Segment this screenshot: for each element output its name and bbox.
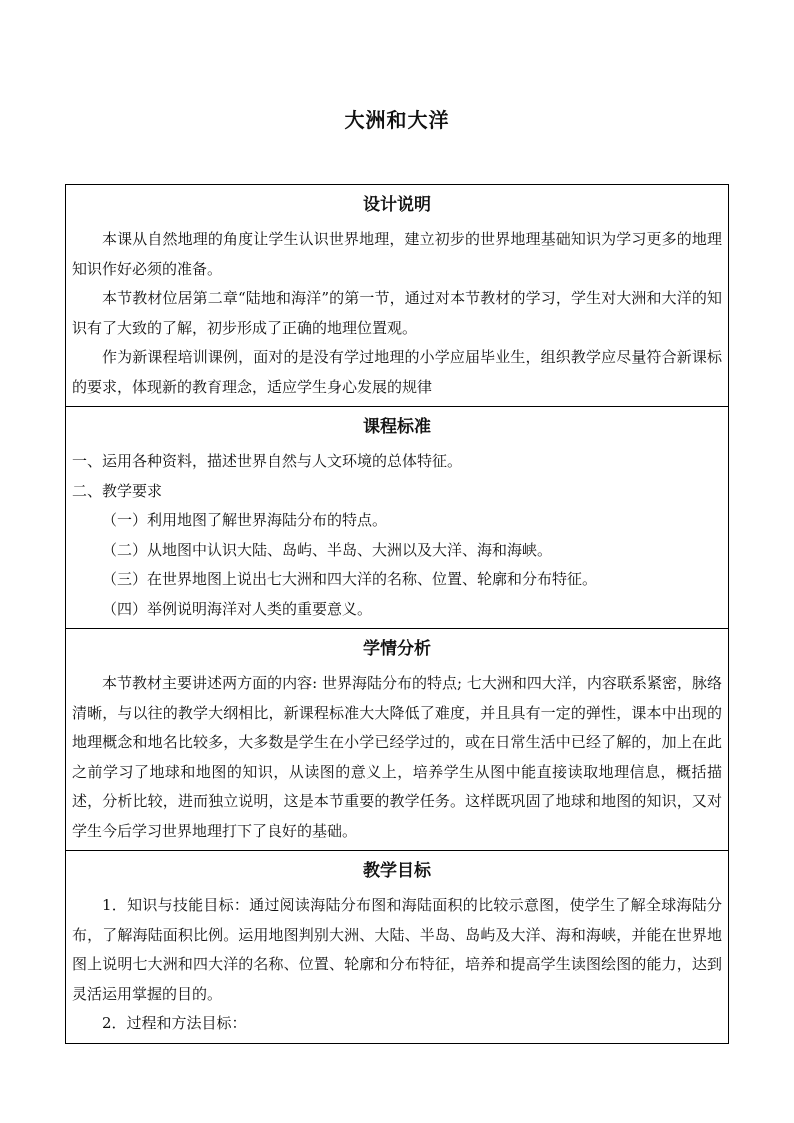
- standards-item: （四）举例说明海洋对人类的重要意义。: [102, 599, 373, 618]
- objectives-paragraph: 1．知识与技能目标：通过阅读海陆分布图和海陆面积的比较示意图，使学生了解全球海陆分布，了解海陆面积比例。运用地图判别大洲、大陆、半岛、岛屿及大洋、海和海峡，并能在世界地图上说明七大洲和四大洋的名称、位置、轮廓和分布特征，培养和提高学生读图绘图的能力，达到灵活运用掌握的目的。: [72, 896, 722, 1003]
- document-title: 大洲和大洋: [344, 108, 450, 132]
- standards-item: （三）在世界地图上说出七大洲和四大洋的名称、位置、轮廓和分布特征。: [102, 570, 598, 588]
- standards-item: （一）利用地图了解世界海陆分布的特点。: [102, 511, 388, 529]
- design-paragraph: 本节教材位居第二章“陆地和海洋”的第一节，通过对本节教材的学习，学生对大洲和大洋的知识有了大致的了解，初步形成了正确的地理位置观。: [72, 289, 722, 337]
- design-cell: [66, 185, 729, 407]
- standards-cell: [66, 407, 729, 629]
- standards-section: [66, 407, 729, 629]
- objectives-cell: [66, 851, 729, 1044]
- analysis-paragraph: 本节教材主要讲述两方面的内容: 世界海陆分布的特点; 七大洲和四大洋，内容联系紧密，脉络清晰，与以往的教学大纲相比，新课程标准大大降低了难度，并且具有一定的弹性，课本中出现的地理概念和地名比较多，大多数是学生在小学已经学过的，或在日常生活中已经了解的，加上在此之前学习了地球和地图的知识，从读图的意义上，培养学生从图中能直接读取地理信息，概括描述，分析比较，进而独立说明，这是本节重要的教学任务。这样既巩固了地球和地图的知识，又对学生今后学习世界地理打下了良好的基础。: [72, 674, 722, 840]
- analysis-cell: [66, 629, 729, 851]
- objectives-heading: 教学目标: [363, 861, 431, 881]
- design-section: [66, 185, 729, 407]
- standards-item: （二）从地图中认识大陆、岛屿、半岛、大洲以及大洋、海和海峡。: [102, 540, 553, 559]
- design-paragraph: 作为新课程培训课例，面对的是没有学过地理的小学应届毕业生，组织教学应尽量符合新课标的要求，体现新的教育理念，适应学生身心发展的规律: [72, 348, 722, 396]
- standards-heading: 课程标准: [363, 417, 431, 437]
- analysis-section: [66, 629, 729, 851]
- objectives-section: [66, 851, 729, 1044]
- standards-line: 二、教学要求: [72, 481, 163, 500]
- lesson-plan-table: [65, 184, 729, 1044]
- design-heading: 设计说明: [363, 195, 431, 215]
- standards-line: 一、运用各种资料，描述世界自然与人文环境的总体特征。: [72, 452, 463, 470]
- objectives-paragraph: 2．过程和方法目标：: [102, 1014, 247, 1032]
- analysis-heading: 学情分析: [363, 639, 431, 659]
- design-paragraph: 本课从自然地理的角度让学生认识世界地理，建立初步的世界地理基础知识为学习更多的地理知识作好必须的准备。: [72, 230, 722, 278]
